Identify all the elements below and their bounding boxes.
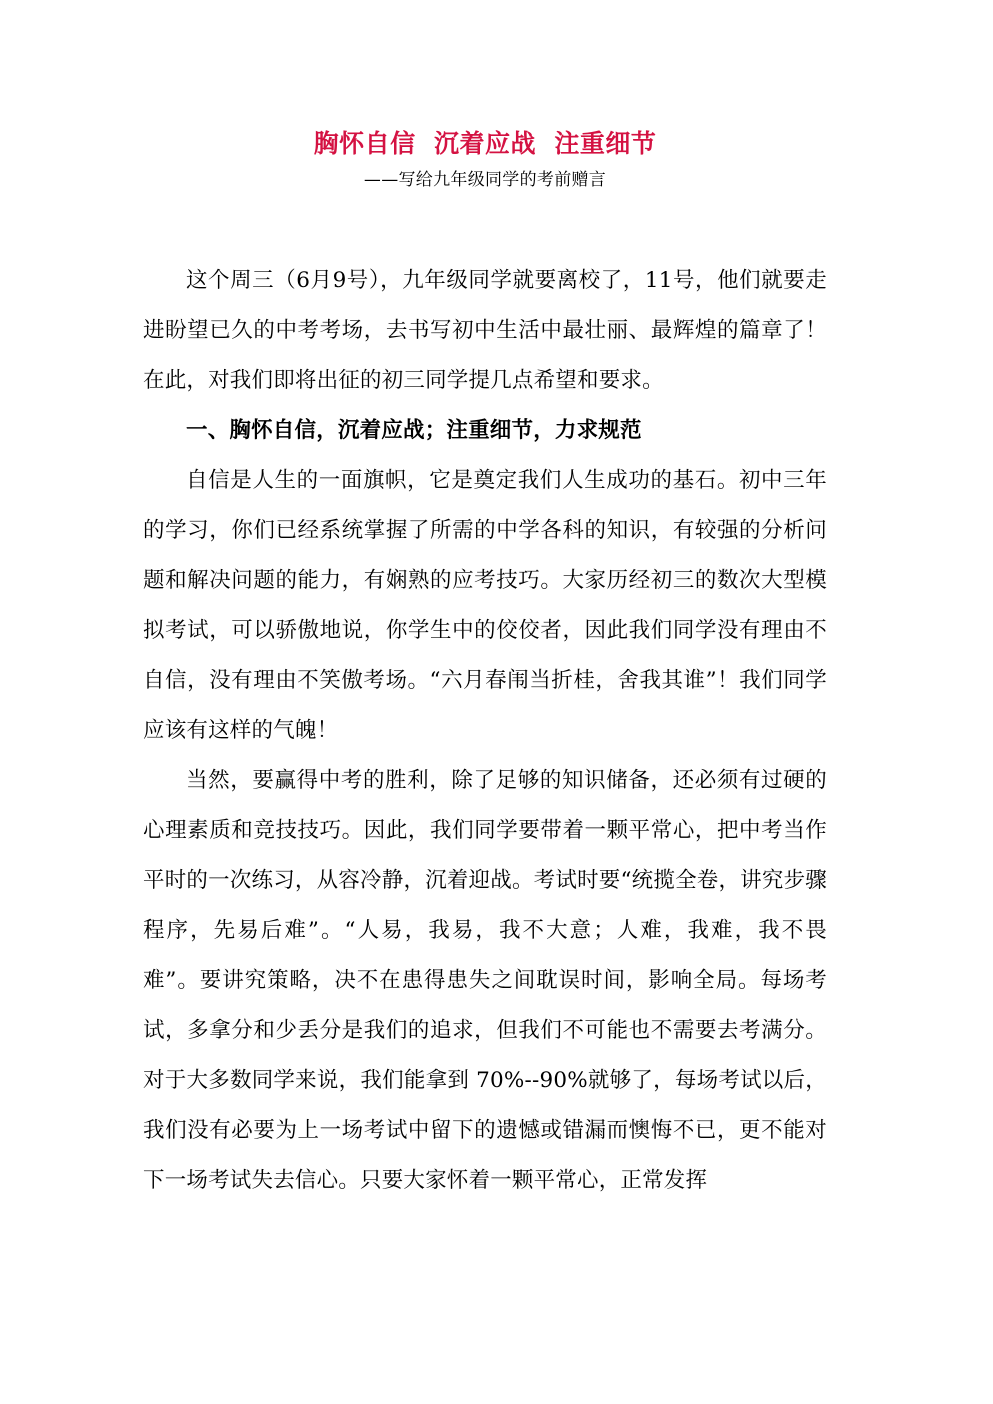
- page-subtitle: ——写给九年级同学的考前赠言: [363, 170, 607, 190]
- title-block: [143, 0, 827, 192]
- section-heading-1: 一、胸怀自信，沉着应战；注重细节，力求规范: [186, 418, 642, 443]
- document-content-column: [143, 0, 827, 1206]
- page-title: 胸怀自信 沉着应战 注重细节: [313, 129, 657, 158]
- body-paragraph-2: 自信是人生的一面旗帜，它是奠定我们人生成功的基石。初中三年的学习，你们已经系统掌握了所需的中学各科的知识，有较强的分析问题和解决问题的能力，有娴熟的应考技巧。大家历经初三的数次大型模拟考试，可以骄傲地说，你学生中的佼佼者，因此我们同学没有理由不自信，没有理由不笑傲考场。“六月春闱当折桂，舍我其谁”！我们同学应该有这样的气魄！: [143, 468, 827, 743]
- body-paragraph-3: 当然，要赢得中考的胜利，除了足够的知识储备，还必须有过硬的心理素质和竞技技巧。因此，我们同学要带着一颗平常心，把中考当作平时的一次练习，从容冷静，沉着迎战。考试时要“统揽全卷，讲究步骤程序，先易后难”。“人易，我易，我不大意；人难，我难，我不畏难”。要讲究策略，决不在患得患失之间耽误时间，影响全局。每场考试，多拿分和少丢分是我们的追求，但我们不可能也不需要去考满分。对于大多数同学来说，我们能拿到 70%--90%就够了，每场考试以后，我们没有必要为上一场考试中留下的遗憾或错漏而懊悔不已，更不能对下一场考试失去信心。只要大家怀着一颗平常心，正常发挥: [143, 768, 827, 1193]
- body-paragraph-1: 这个周三（6月9号），九年级同学就要离校了，11号，他们就要走进盼望已久的中考考场，去书写初中生活中最壮丽、最辉煌的篇章了！在此，对我们即将出征的初三同学提几点希望和要求。: [143, 268, 827, 393]
- document-body: [143, 256, 827, 1206]
